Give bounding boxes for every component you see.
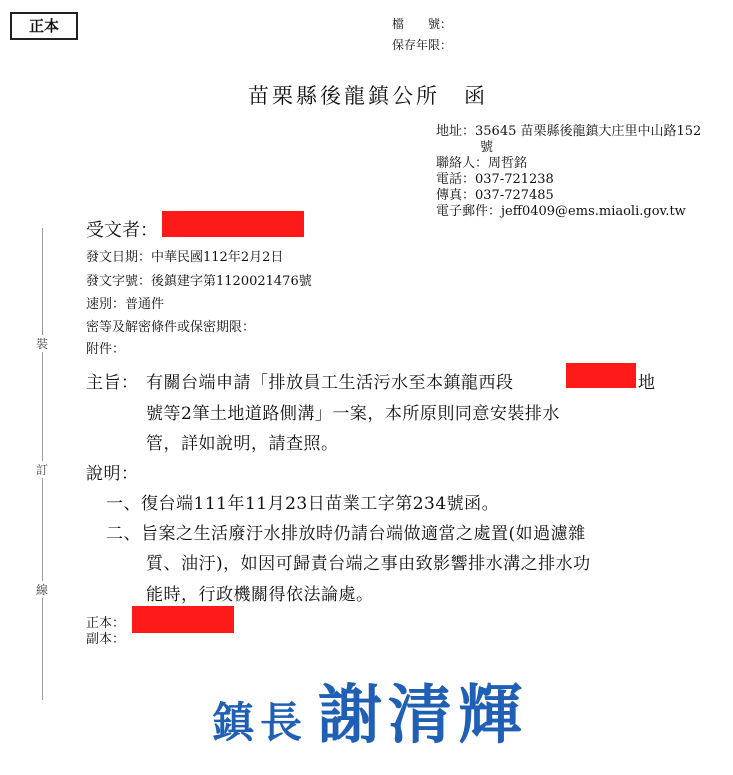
attachments: 附件： [86, 342, 126, 357]
retention-period-label: 保存年限： [392, 38, 453, 52]
binding-mark-zhuang: 裝 [36, 337, 49, 351]
explanation-item-1: 一、復台端111年11月23日苗業工字第234號函。 [106, 494, 500, 514]
subject-line-1a: 有關台端申請「排放員工生活污水至本鎮龍西段 [146, 373, 514, 393]
copy-type-stamp: 正本 [10, 12, 78, 40]
redacted-recipient [162, 211, 304, 237]
address-line-1: 地址：35645 苗栗縣後龍鎮大庄里中山路152 [436, 124, 702, 139]
redacted-recipients [132, 606, 234, 633]
cc-copy-label: 副本： [86, 632, 126, 647]
subject-line-3: 管，詳如說明，請查照。 [146, 434, 339, 454]
contact-person: 聯絡人：周哲銘 [436, 156, 528, 171]
explanation-item-2-line-3: 能時，行政機關得依法論處。 [146, 585, 374, 605]
subject-label: 主旨： [86, 373, 139, 393]
delivery-type: 速別：普通件 [86, 297, 165, 312]
binding-mark-xian: 線 [36, 583, 49, 597]
email: 電子郵件：jeff0409@ems.miaoli.gov.tw [436, 204, 686, 219]
issue-number: 發文字號：後鎮建字第1120021476號 [86, 274, 312, 289]
confidentiality: 密等及解密條件或保密期限： [86, 320, 256, 335]
phone: 電話：037-721238 [436, 172, 554, 187]
signature-title: 鎮長 [212, 698, 309, 747]
issue-date: 發文日期：中華民國112年2月2日 [86, 250, 284, 265]
signature-name: 謝清輝 [318, 678, 529, 753]
explanation-item-2-line-1: 二、旨案之生活廢汙水排放時仍請台端做適當之處置(如過濾雜 [106, 524, 586, 544]
cc-main-label: 正本： [86, 616, 126, 631]
fax: 傳真：037-727485 [436, 188, 554, 203]
address-line-2: 號 [480, 140, 494, 155]
explanation-item-2-line-2: 質、油汙)，如因可歸責台端之事由致影響排水溝之排水功 [146, 554, 591, 574]
redacted-land-number [566, 363, 636, 388]
subject-line-2: 號等2筆土地道路側溝」一案，本所原則同意安裝排水 [146, 404, 560, 424]
document-title: 苗栗縣後龍鎮公所 函 [248, 84, 488, 108]
file-number-label: 檔 號： [392, 17, 453, 31]
explanation-label: 說明： [86, 464, 139, 484]
binding-mark-ding: 訂 [36, 463, 49, 477]
subject-line-1b: 地 [638, 373, 656, 393]
mayor-signature [212, 664, 528, 756]
recipient-label: 受文者： [86, 220, 158, 241]
